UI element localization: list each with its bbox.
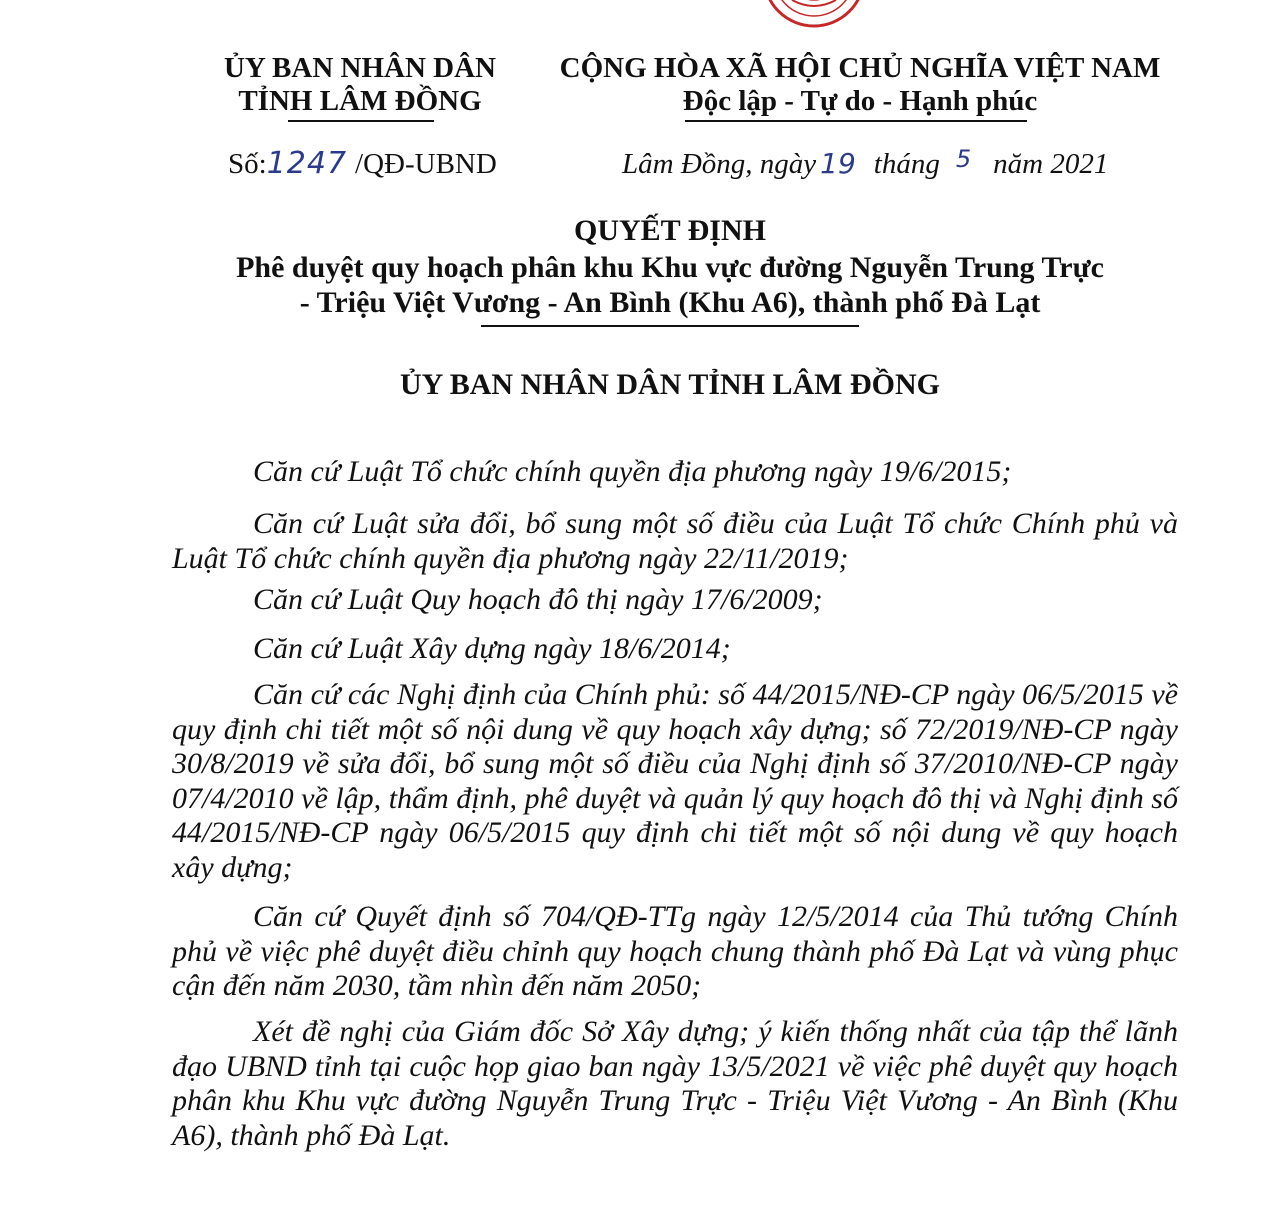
decision-subject-line1: Phê duyệt quy hoạch phân khu Khu vực đường Nguyễn Trung Trực (236, 251, 1104, 284)
decision-heading: QUYẾT ĐỊNH (574, 214, 766, 247)
handwritten-day: 19 (820, 147, 856, 180)
agency-name-line2: TỈNH LÂM ĐỒNG (238, 85, 482, 117)
handwritten-number: 1247 (266, 146, 348, 181)
legal-basis-6: Căn cứ Quyết định số 704/QĐ-TTg ngày 12/5/2014 của Thủ tướng Chính phủ về việc phê duyệt điều chỉnh quy hoạch chung thành phố Đà Lạt và vùng phục cận đến năm 2030, tầm nhìn đến năm 2050; (172, 900, 1178, 1002)
number-prefix: Số: (228, 148, 267, 180)
legal-basis-5: Căn cứ các Nghị định của Chính phủ: số 44/2015/NĐ-CP ngày 06/5/2015 về quy định chi tiết một số nội dung về quy hoạch xây dựng; số 72/2019/NĐ-CP ngày 30/8/2019 về sửa đổi, bổ sung một số điều của Nghị định số 37/2010/NĐ-CP ngày 07/4/2010 về lập, thẩm định, phê duyệt và quản lý quy hoạch đô thị và Nghị định số 44/2015/NĐ-CP ngày 06/5/2015 quy định chi tiết một số nội dung về quy hoạch xây dựng; (172, 678, 1178, 884)
title-underline (481, 325, 859, 327)
national-motto: Độc lập - Tự do - Hạnh phúc (682, 85, 1038, 117)
legal-basis-3: Căn cứ Luật Quy hoạch đô thị ngày 17/6/2009; (253, 583, 823, 616)
date-month-label: tháng (873, 148, 940, 180)
date-year: năm 2021 (993, 148, 1109, 180)
number-suffix: /QĐ-UBND (355, 148, 497, 180)
proposal-basis: Xét đề nghị của Giám đốc Sở Xây dựng; ý kiến thống nhất của tập thể lãnh đạo UBND tỉnh tại cuộc họp giao ban ngày 13/5/2021 về việc phê duyệt quy hoạch phân khu Khu vực đường Nguyễn Trung Trực - Triệu Việt Vương - An Bình (Khu A6), thành phố Đà Lạt. (172, 1015, 1178, 1152)
motto-underline (685, 120, 1027, 122)
date-prefix: Lâm Đồng, ngày (622, 148, 817, 180)
seal-stamp (762, 0, 866, 40)
legal-basis-4: Căn cứ Luật Xây dựng ngày 18/6/2014; (253, 632, 731, 665)
issuing-authority: ỦY BAN NHÂN DÂN TỈNH LÂM ĐỒNG (399, 368, 940, 401)
agency-name-line1: ỦY BAN NHÂN DÂN (223, 52, 496, 84)
document-number (228, 147, 497, 181)
decision-subject-line2: - Triệu Việt Vương - An Bình (Khu A6), thành phố Đà Lạt (299, 286, 1041, 319)
issue-date (622, 147, 1108, 182)
agency-underline (288, 120, 434, 122)
legal-basis-1: Căn cứ Luật Tổ chức chính quyền địa phương ngày 19/6/2015; (253, 455, 1012, 488)
legal-basis-2: Căn cứ Luật sửa đổi, bổ sung một số điều của Luật Tổ chức Chính phủ và Luật Tổ chức chính quyền địa phương ngày 22/11/2019; (172, 507, 1178, 575)
handwritten-month: 5 (955, 145, 972, 173)
republic-name: CỘNG HÒA XÃ HỘI CHỦ NGHĨA VIỆT NAM (559, 52, 1161, 84)
